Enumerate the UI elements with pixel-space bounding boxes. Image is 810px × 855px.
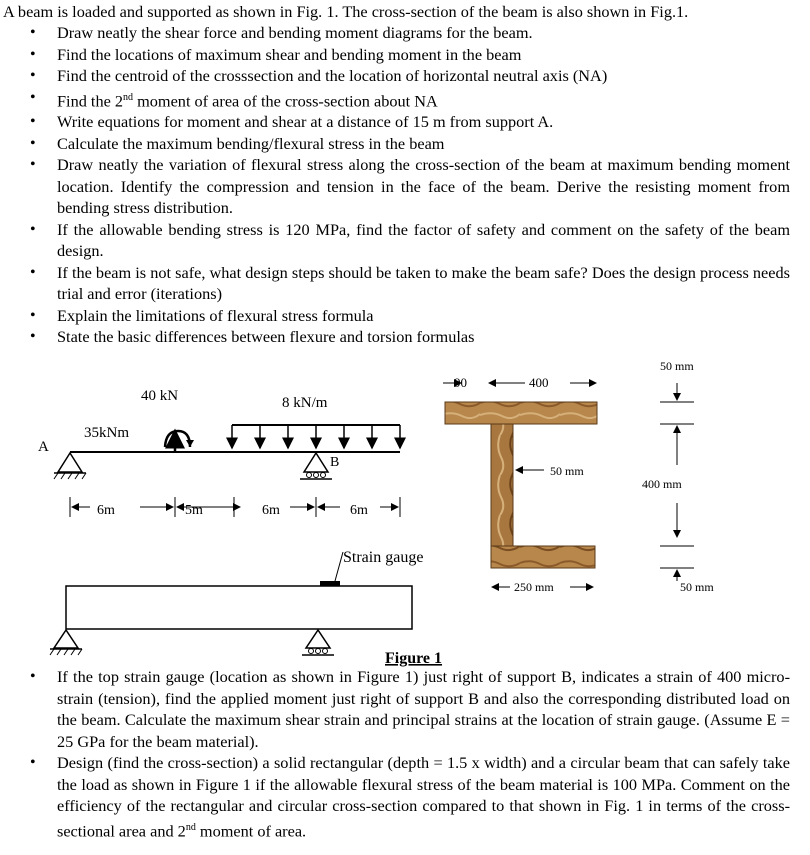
span-1-label: 6m — [97, 503, 115, 518]
question-item: • Calculate the maximum bending/flexural stress in the beam — [0, 133, 790, 155]
distributed-load — [232, 425, 400, 448]
top-flange-label: 50 mm — [660, 359, 694, 373]
span-4-label: 6m — [350, 503, 368, 518]
question-item: • If the top strain gauge (location as shown in Figure 1) just right of support B, indicates a strain of 400 micro-strain (tension), find the applied moment just right of support B and also the corresponding distributed load on the beam. Calculate the maximum shear strain and principal strains at the location of strain gauge. (Assume E = 25 GPa for the beam material). — [0, 666, 790, 752]
question-item: • Explain the limitations of flexural stress formula — [0, 305, 790, 327]
dim-400-top-label: 400 — [529, 375, 549, 390]
bottom-width-label: 250 mm — [514, 580, 554, 594]
web-width-label: 50 mm — [550, 464, 584, 478]
dim-90-label: 90 — [454, 375, 467, 390]
question-item — [0, 752, 790, 841]
question-item: • If the beam is not safe, what design steps should be taken to make the beam safe? Does the design process needs trial and error (iterations) — [0, 262, 790, 305]
intro-text: A beam is loaded and supported as shown in Fig. 1. The cross-section of the beam is also shown in Fig.1. — [3, 2, 689, 21]
support-b-lower — [302, 630, 334, 655]
question-item: • If the allowable bending stress is 120 MPa, find the factor of safety and comment on the safety of the beam design. — [0, 219, 790, 262]
strain-gauge-label: Strain gauge — [343, 549, 424, 566]
strain-gauge-mark — [320, 581, 340, 586]
q4-prefix: Find the 2 — [57, 90, 124, 110]
q13-prefix: Design (find the cross-section) a solid rectangular (depth = 1.5 x width) and a circular beam that can safely take the load as shown in Figure 1 if the allowable flexural stress of the beam material is 100 MPa. Comment on the efficiency of the rectangular and circular cross-section compared to that shown in Fig. 1 in terms of the cross-sectional area and 2 — [57, 753, 790, 840]
q13-sup: nd — [185, 821, 196, 833]
support-a-label: A — [38, 439, 49, 455]
support-a — [54, 453, 86, 479]
beam-bottom — [66, 586, 412, 629]
span-3-label: 6m — [262, 503, 280, 518]
question-item — [0, 87, 790, 112]
strain-gauge-leader — [335, 552, 343, 581]
question-item: • Write equations for moment and shear at a distance of 15 m from support A. — [0, 111, 790, 133]
q13-suffix: moment of area. — [195, 820, 307, 840]
question-item: • State the basic differences between flexure and torsion formulas — [0, 326, 790, 348]
bottom-flange-label: 50 mm — [680, 580, 714, 594]
q4-suffix: moment of area of the cross-section about NA — [133, 90, 438, 110]
support-b-label: B — [330, 455, 340, 470]
q4-sup: nd — [123, 91, 134, 103]
moment-label: 35kNm — [84, 425, 129, 441]
point-load-label: 40 kN — [141, 388, 179, 404]
question-item: • Draw neatly the shear force and bending moment diagrams for the beam. — [0, 22, 790, 44]
question-item: • Find the locations of maximum shear and bending moment in the beam — [0, 44, 790, 66]
question-item: • Draw neatly the variation of flexural stress along the cross-section of the beam at maximum bending moment location. Identify the compression and tension in the face of the beam. Derive the resisting moment from bending stress distribution. — [0, 154, 790, 219]
distributed-load-label: 8 kN/m — [282, 395, 328, 411]
web-height-label: 400 mm — [642, 477, 682, 491]
support-a-lower — [50, 630, 82, 655]
question-item: • Find the centroid of the crosssection and the location of horizontal neutral axis (NA) — [0, 65, 790, 87]
figure-caption: Figure 1 — [385, 650, 443, 667]
span-2-label: 5m — [185, 503, 203, 518]
support-b — [300, 453, 332, 479]
questions-list-top — [0, 22, 790, 348]
moment-arc — [165, 431, 190, 447]
figure-1 — [0, 355, 810, 667]
questions-list-bottom — [0, 666, 790, 841]
cross-section — [445, 402, 597, 568]
